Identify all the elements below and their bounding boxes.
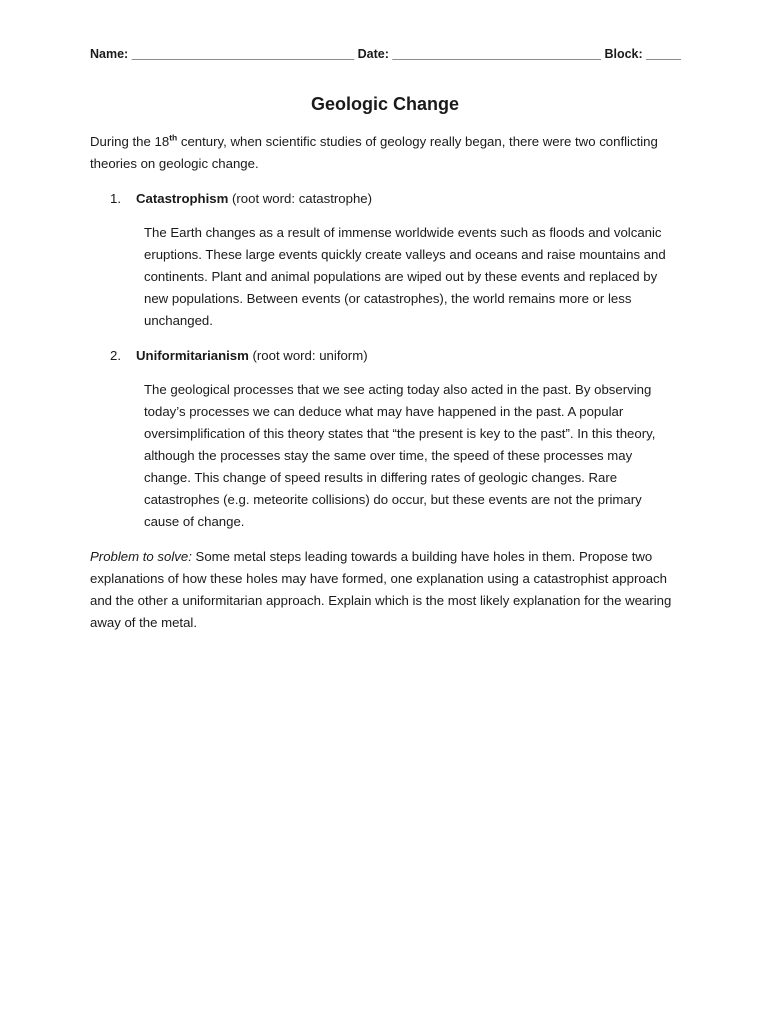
intro-text-start: During the 18 — [90, 134, 170, 149]
intro-superscript: th — [169, 132, 178, 143]
intro-paragraph — [90, 131, 680, 175]
student-info-line — [90, 44, 680, 64]
theory-description-uniformitarianism: The geological processes that we see acting today also acted in the past. By observing today’s processes we can deduce what may have happened in the past. A popular oversimplification of this theory states that “the present is key to the past”. In this theory, although the processes stay the same over time, the speed of these processes may change. This change of speed results in differing rates of geologic changes. Rare catastrophes (e.g. meteorite collisions) do occur, but these events are not the primary cause of change. — [144, 382, 656, 529]
name-blank-field: ________________________________ — [131, 47, 355, 61]
page-title: Geologic Change — [310, 94, 460, 114]
problem-lead: Problem to solve: — [90, 549, 192, 564]
theory-root-word: (root word: uniform) — [248, 348, 368, 363]
theory-root-word: (root word: catastrophe) — [228, 191, 373, 206]
theory-description-catastrophism: The Earth changes as a result of immense worldwide events such as floods and volcanic eruptions. These large events quickly create valleys and oceans and raise mountains and continents. Plant and animal populations are wiped out by these events and replaced by new populations. Between events (or catastrophes), the world remains more or less unchanged. — [144, 225, 666, 328]
theory-number: 2. — [110, 348, 121, 363]
date-blank-field: ______________________________ — [392, 47, 601, 61]
date-label: Date: — [357, 47, 389, 61]
problem-paragraph — [90, 546, 680, 634]
theory-heading-catastrophism — [110, 188, 680, 210]
theory-heading-uniformitarianism — [110, 345, 680, 367]
intro-text-end: century, when scientific studies of geology really began, there were two conflicting theories on geologic change. — [90, 134, 658, 171]
block-blank-field: _____ — [646, 47, 681, 61]
theory-term: Uniformitarianism — [136, 348, 249, 363]
name-label: Name: — [90, 47, 129, 61]
problem-text: Some metal steps leading towards a building have holes in them. Propose two explanations of how these holes may have formed, one explanation using a catastrophist approach and the other a uniformitarian approach. Explain which is the most likely explanation for the wearing away of the metal. — [90, 549, 672, 630]
block-label: Block: — [604, 47, 643, 61]
worksheet-page — [90, 44, 680, 647]
theory-term: Catastrophism — [136, 191, 229, 206]
theory-number: 1. — [110, 191, 121, 206]
